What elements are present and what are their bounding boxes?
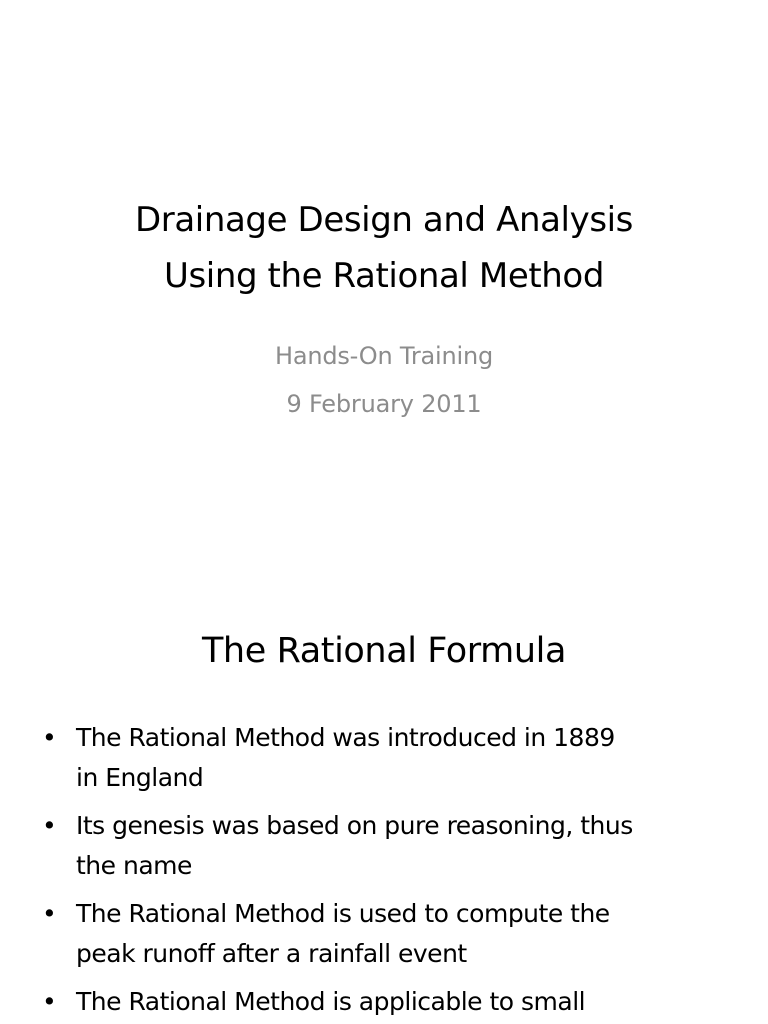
bullet-text: [76, 806, 738, 886]
bullet-line: The Rational Method was introduced in 1889: [76, 723, 615, 752]
bullet-text: [76, 982, 738, 1022]
slide-2: [0, 576, 768, 1024]
bullet-text: [76, 894, 738, 974]
bullet-line: Its genesis was based on pure reasoning, thus: [76, 811, 633, 840]
bullet-icon: •: [42, 723, 57, 752]
slide-heading: The Rational Formula: [201, 631, 567, 671]
slide-title: [40, 192, 728, 304]
bullet-item: [40, 718, 738, 798]
bullet-line: The Rational Method is used to compute the: [76, 899, 610, 928]
bullet-line: the name: [76, 851, 192, 880]
slide-title-line: Drainage Design and Analysis: [135, 200, 633, 240]
subtitle-line-training: Hands-On Training: [274, 342, 494, 370]
bullet-icon: •: [42, 899, 57, 928]
slide-title-line: Using the Rational Method: [163, 256, 605, 296]
bullet-list: [40, 718, 738, 1024]
bullet-item: [40, 982, 738, 1022]
bullet-item: [40, 894, 738, 974]
bullet-line: in England: [76, 763, 204, 792]
bullet-line: peak runoff after a rainfall event: [76, 939, 467, 968]
subtitle-line-date: 9 February 2011: [286, 390, 482, 418]
bullet-text: [76, 718, 738, 798]
bullet-item: [40, 806, 738, 886]
bullet-icon: •: [42, 811, 57, 840]
slide-subtitle: [40, 332, 728, 428]
bullet-icon: •: [42, 987, 57, 1016]
bullet-line: The Rational Method is applicable to small: [76, 987, 586, 1016]
